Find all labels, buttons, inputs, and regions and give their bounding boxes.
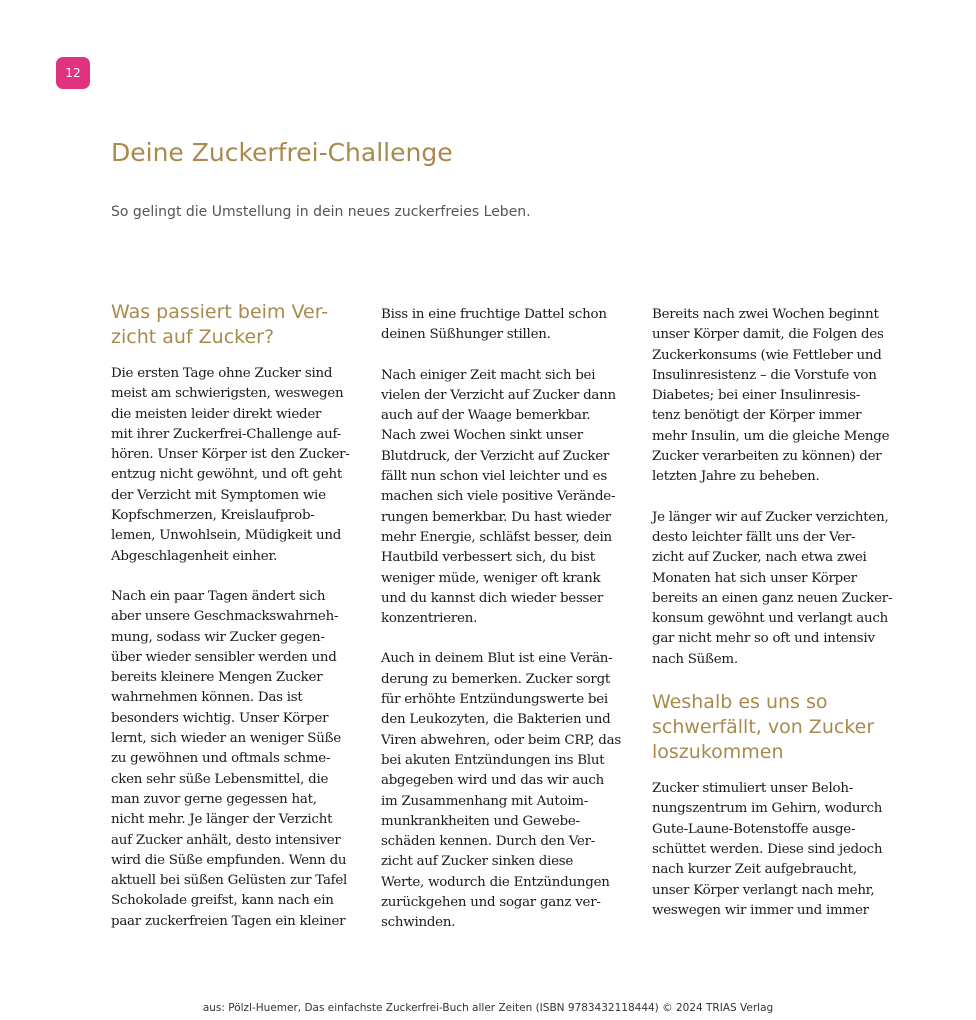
text-line: schwinden. — [381, 915, 456, 931]
text-line: lernt, sich wieder an weniger Süße — [111, 731, 341, 747]
text-line: besonders wichtig. Unser Körper — [111, 710, 329, 726]
text-line: gar nicht mehr so oft und intensiv — [652, 631, 875, 647]
text-line: meist am schwierigsten, weswegen — [111, 386, 344, 402]
paragraph — [381, 649, 631, 933]
text-line: Diabetes; bei einer Insulinresis- — [652, 388, 861, 404]
text-line: mung, sodass wir Zucker gegen- — [111, 629, 325, 645]
text-line: weniger müde, weniger oft krank — [381, 570, 601, 586]
column-2 — [381, 305, 631, 954]
text-line: fällt nun schon viel leichter und es — [381, 469, 607, 485]
text-line: über wieder sensibler werden und — [111, 649, 337, 665]
text-line: schüttet werden. Diese sind jedoch — [652, 841, 883, 857]
text-line: desto leichter fällt uns der Ver- — [652, 529, 856, 545]
text-line: für erhöhte Entzündungswerte bei — [381, 692, 608, 708]
text-line: nach Süßem. — [652, 651, 738, 667]
text-line: zicht auf Zucker sinken diese — [381, 854, 574, 870]
text-line: zurückgehen und sogar ganz ver- — [381, 895, 601, 911]
text-line: Kopfschmerzen, Kreislaufprob- — [111, 508, 315, 524]
text-line: machen sich viele positive Verände- — [381, 489, 616, 505]
text-line: loszukommen — [652, 741, 784, 764]
text-line: Abgeschlagenheit einher. — [111, 548, 278, 564]
text-line: nungszentrum im Gehirn, wodurch — [652, 801, 883, 817]
paragraph — [111, 364, 361, 567]
text-line: letzten Jahre zu beheben. — [652, 469, 820, 485]
text-line: Zuckerkonsums (wie Fettleber und — [652, 347, 882, 363]
text-line: Viren abwehren, oder beim CRP, das — [381, 732, 621, 748]
paragraph — [111, 587, 361, 932]
page-number: 12 — [65, 66, 81, 80]
text-line: wahrnehmen können. Das ist — [111, 690, 303, 706]
text-line: Was passiert beim Ver- — [111, 301, 329, 323]
text-line: munkrankheiten und Gewebe- — [381, 813, 580, 829]
text-line: auf Zucker anhält, desto intensiver — [111, 832, 341, 848]
text-line: cken sehr süße Lebensmittel, die — [111, 771, 329, 787]
text-line: deinen Süßhunger stillen. — [381, 327, 551, 343]
text-line: im Zusammenhang mit Autoim- — [381, 793, 589, 809]
paragraph — [381, 305, 631, 346]
text-line: Monaten hat sich unser Körper — [652, 570, 857, 586]
text-line: Nach einiger Zeit macht sich bei — [381, 367, 596, 383]
text-line: mit ihrer Zuckerfrei-Challenge auf- — [111, 426, 342, 442]
text-line: unser Körper damit, die Folgen des — [652, 327, 884, 343]
section-heading — [111, 300, 361, 350]
text-line: konzentrieren. — [381, 611, 478, 627]
text-line: mehr Energie, schläfst besser, dein — [381, 529, 612, 545]
text-line: schäden kennen. Durch den Ver- — [381, 834, 596, 850]
text-line: der Verzicht mit Symptomen wie — [111, 487, 326, 503]
text-line: Auch in deinem Blut ist eine Verän- — [381, 651, 613, 667]
text-line: Nach ein paar Tagen ändert sich — [111, 588, 326, 604]
text-line: zicht auf Zucker, nach etwa zwei — [652, 550, 867, 566]
text-line: Zucker verarbeiten zu können) der — [652, 449, 882, 465]
text-line: auch auf der Waage bemerkbar. — [381, 408, 591, 424]
text-line: vielen der Verzicht auf Zucker dann — [381, 387, 616, 403]
text-line: Biss in eine fruchtige Dattel schon — [381, 307, 607, 322]
paragraph — [652, 508, 902, 670]
text-line: derung zu bemerken. Zucker sorgt — [381, 671, 611, 687]
text-line: schwerfällt, von Zucker — [652, 716, 875, 739]
text-line: die meisten leider direkt wieder — [111, 406, 322, 422]
text-line: nicht mehr. Je länger der Verzicht — [111, 812, 333, 828]
footer-citation: aus: Pölzl-Huemer, Das einfachste Zuckerfrei-Buch aller Zeiten (ISBN 9783432118444) © 2024 TRIAS Verlag — [202, 1002, 774, 1014]
text-line: bereits kleinere Mengen Zucker — [111, 670, 323, 686]
text-line: abgegeben wird und das wir auch — [381, 773, 605, 789]
section-heading — [652, 690, 902, 765]
paragraph — [652, 305, 902, 488]
text-line: den Leukozyten, die Bakterien und — [381, 712, 611, 728]
text-line: Nach zwei Wochen sinkt unser — [381, 428, 583, 444]
text-line: Schokolade greifst, kann nach ein — [111, 893, 334, 909]
text-line: paar zuckerfreien Tagen ein kleiner — [111, 913, 346, 929]
column-1 — [111, 300, 361, 952]
text-line: aktuell bei süßen Gelüsten zur Tafel — [111, 873, 348, 889]
text-line: Blutdruck, der Verzicht auf Zucker — [381, 448, 610, 464]
text-line: Insulinresistenz – die Vorstufe von — [652, 367, 877, 383]
text-line: entzug nicht gewöhnt, und oft geht — [111, 467, 343, 483]
paragraph — [381, 366, 631, 630]
text-line: Die ersten Tage ohne Zucker sind — [111, 366, 333, 381]
text-line: rungen bemerkbar. Du hast wieder — [381, 509, 611, 525]
text-line: hören. Unser Körper ist den Zucker- — [111, 447, 350, 463]
text-line: Zucker stimuliert unser Beloh- — [652, 781, 853, 797]
text-line: lemen, Unwohlsein, Müdigkeit und — [111, 528, 342, 544]
text-line: Hautbild verbessert sich, du bist — [381, 550, 595, 566]
text-line: tenz benötigt der Körper immer — [652, 408, 862, 424]
text-line: wird die Süße empfunden. Wenn du — [111, 852, 347, 868]
text-line: man zuvor gerne gegessen hat, — [111, 791, 317, 807]
text-line: mehr Insulin, um die gleiche Menge — [652, 428, 890, 444]
text-line: zicht auf Zucker? — [111, 326, 275, 348]
text-line: aber unsere Geschmackswahrneh- — [111, 609, 339, 625]
text-line: Bereits nach zwei Wochen beginnt — [652, 307, 879, 322]
text-line: Gute-Laune-Botenstoffe ausge- — [652, 821, 856, 837]
text-line: Werte, wodurch die Entzündungen — [381, 874, 610, 890]
text-line: bereits an einen ganz neuen Zucker- — [652, 590, 893, 606]
text-line: konsum gewöhnt und verlangt auch — [652, 611, 888, 627]
text-line: und du kannst dich wieder besser — [381, 590, 604, 606]
page-subtitle: So gelingt die Umstellung in dein neues zuckerfreies Leben. — [111, 204, 531, 220]
text-line: Weshalb es uns so — [652, 691, 828, 714]
text-line: unser Körper verlangt nach mehr, — [652, 882, 875, 898]
text-line: nach kurzer Zeit aufgebraucht, — [652, 862, 857, 878]
text-line: Je länger wir auf Zucker verzichten, — [652, 509, 889, 525]
page-title: Deine Zuckerfrei-Challenge — [111, 138, 453, 167]
column-3 — [652, 305, 902, 941]
page-number-badge — [56, 57, 90, 89]
paragraph — [652, 779, 902, 921]
text-line: zu gewöhnen und oftmals schme- — [111, 751, 331, 767]
text-line: weswegen wir immer und immer — [652, 902, 869, 918]
text-line: bei akuten Entzündungen ins Blut — [381, 752, 605, 768]
